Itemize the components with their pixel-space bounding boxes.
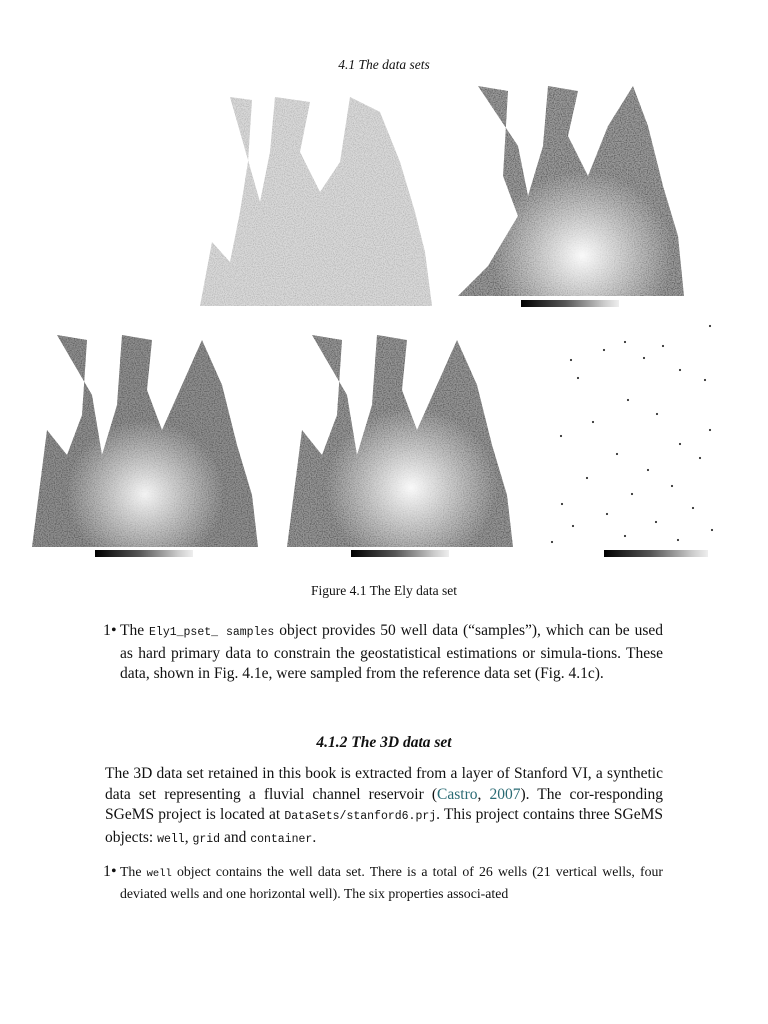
code-term: Ely1_pset_ samples [149, 626, 275, 639]
code-term: DataSets/stanford6.prj [284, 810, 437, 823]
bullet-marker: 1• [103, 622, 117, 639]
bullet-text: The Ely1_pset_ samples object provides 50 well data (“samples”), which can be used as hard primary data to constrain the geostatistical estimations or simula-tions. These data, shown in Fig. 4.1e, were sampled from the reference data set (Fig. 4.1c). [120, 622, 663, 682]
body-paragraph: The 3D data set retained in this book is extracted from a layer of Stanford VI, a synthetic data set representing a fluvial channel reservoir (Castro, 2007). The cor-responding SGeMS project is located at DataSets/stanford6.prj. This project contains three SGeMS objects: well, grid and container. [105, 765, 663, 846]
citation-link[interactable]: 2007 [489, 785, 521, 803]
color-scale-bar [351, 550, 449, 557]
bullet-item [105, 862, 663, 904]
figure-panel-a [200, 92, 432, 306]
code-term: well [157, 832, 185, 846]
bullet-marker: 1• [103, 863, 117, 880]
color-scale-bar [604, 550, 708, 557]
section-heading: 4.1.2 The 3D data set [316, 734, 452, 751]
code-term: container [250, 832, 313, 846]
code-term: well [146, 868, 172, 880]
figure-panel-c [32, 335, 258, 547]
running-head: 4.1 The data sets [338, 57, 430, 72]
figure-panel-b [458, 86, 684, 298]
color-scale-bar [521, 300, 619, 307]
color-scale-bar [95, 550, 193, 557]
figure-panel-e [540, 318, 720, 546]
code-term: grid [192, 832, 221, 846]
citation-link[interactable]: Castro [437, 785, 478, 803]
figure-caption: Figure 4.1 The Ely data set [311, 583, 457, 598]
bullet-item [105, 621, 663, 685]
figure-panel-d [287, 335, 513, 547]
bullet-text: The well object contains the well data set. There is a total of 26 wells (21 vertical wells, four deviated wells and one horizontal well). The six properties associ-ated [120, 864, 663, 901]
